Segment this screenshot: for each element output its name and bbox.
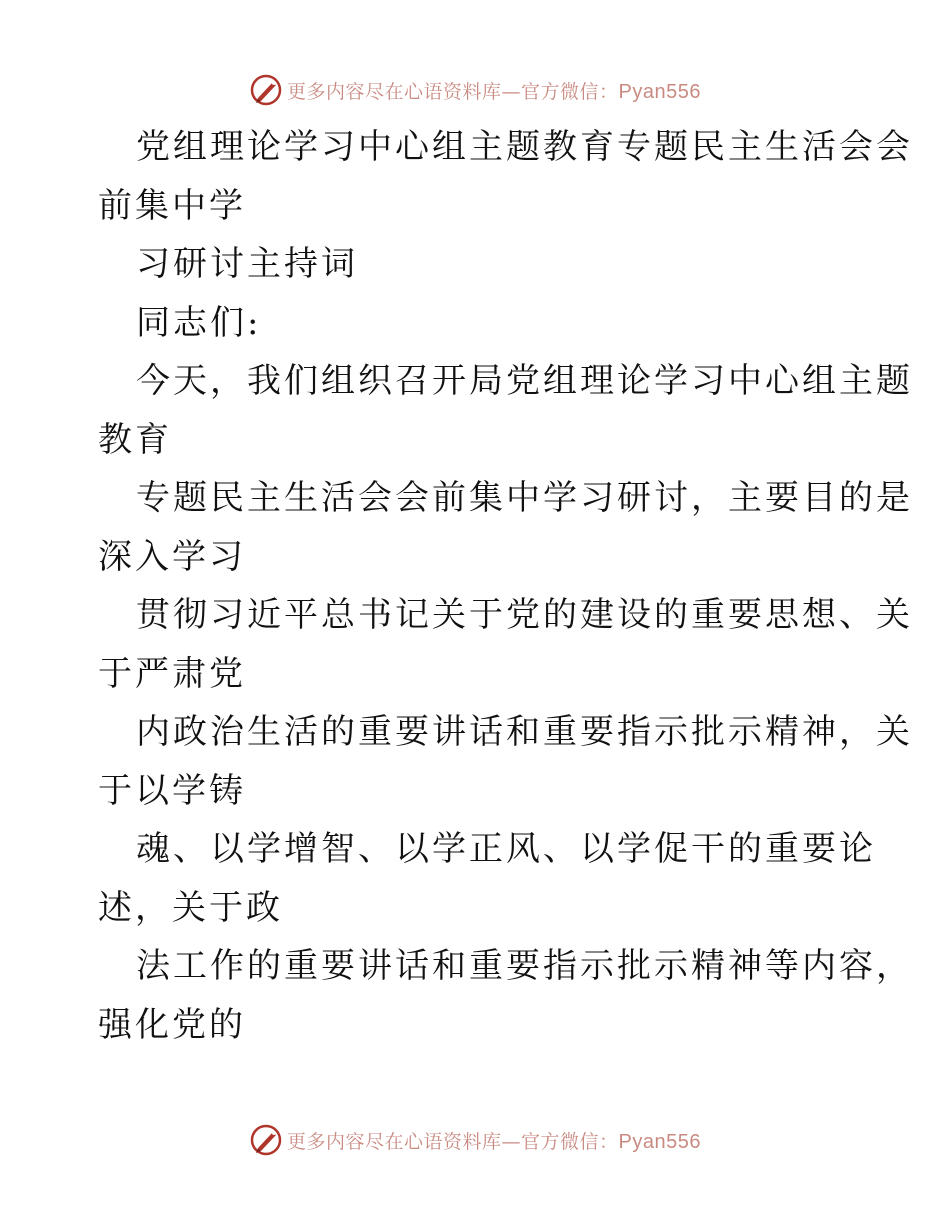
document-line: 前集中学 <box>98 185 246 226</box>
document-line: 教育 <box>98 419 172 460</box>
document-line: 党组理论学习中心组主题教育专题民主生活会会 <box>136 127 913 167</box>
watermark-text: 更多内容尽在心语资料库—官方微信：Pyan556 <box>287 80 701 103</box>
document-line: 内政治生活的重要讲话和重要指示批示精神，关 <box>136 712 913 752</box>
document-line: 魂、以学增智、以学正风、以学促干的重要论 <box>136 829 876 869</box>
document-line: 贯彻习近平总书记关于党的建设的重要思想、关 <box>136 595 913 635</box>
document-line: 于以学铸 <box>98 770 246 811</box>
document-line: 于严肃党 <box>98 653 246 694</box>
document-body <box>98 118 913 1054</box>
document-line: 专题民主生活会会前集中学习研讨，主要目的是 <box>136 478 913 518</box>
header-watermark-banner <box>0 70 950 110</box>
watermark-text: 更多内容尽在心语资料库—官方微信：Pyan556 <box>287 1130 701 1153</box>
document-line: 法工作的重要讲话和重要指示批示精神等内容， <box>136 946 913 986</box>
document-line: 述，关于政 <box>98 887 283 928</box>
pen-logo-icon <box>249 73 283 107</box>
footer-watermark-banner <box>0 1120 950 1160</box>
document-line: 今天，我们组织召开局党组理论学习中心组主题 <box>136 361 913 401</box>
document-line: 深入学习 <box>98 536 246 577</box>
document-line: 强化党的 <box>98 1004 246 1045</box>
pen-logo-icon <box>249 1123 283 1157</box>
document-line: 习研讨主持词 <box>136 244 358 284</box>
document-line: 同志们: <box>136 302 262 343</box>
